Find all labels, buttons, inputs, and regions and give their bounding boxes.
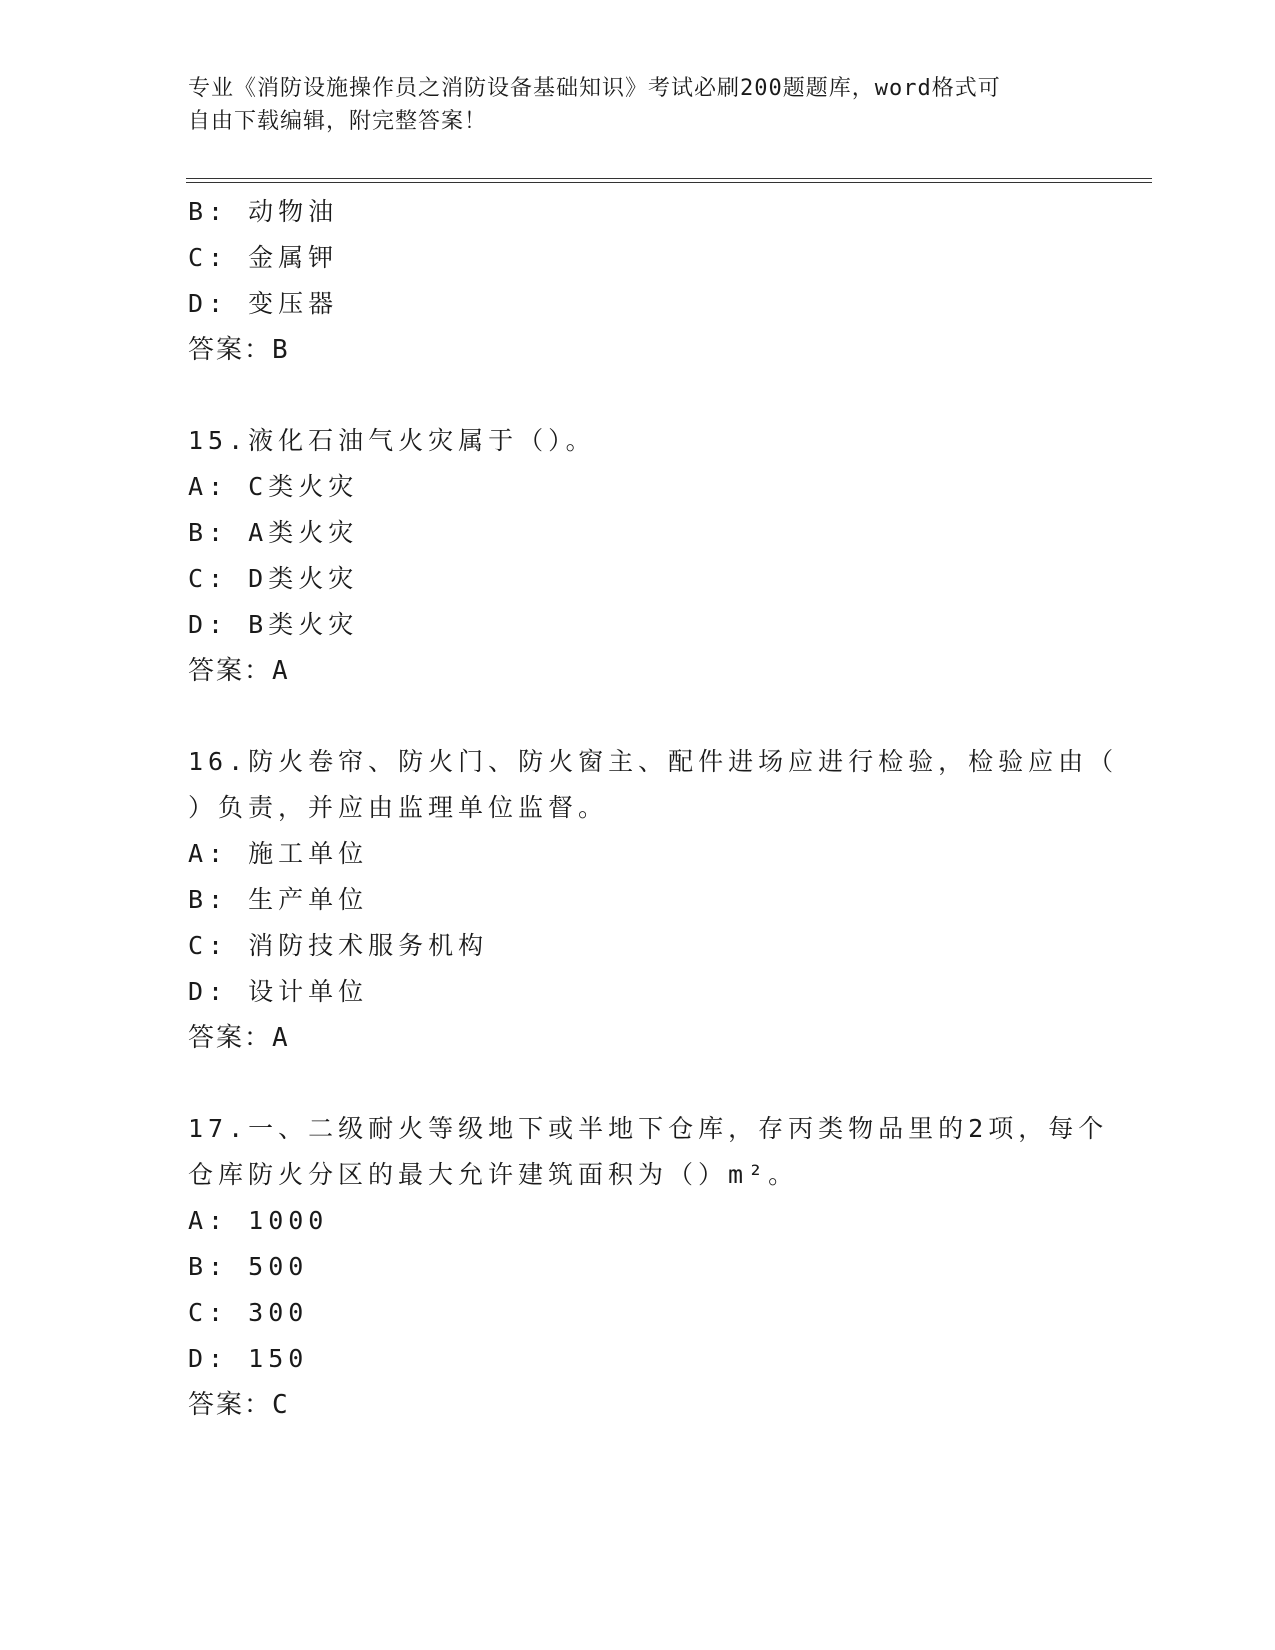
- answer: 答案：C: [188, 1390, 290, 1420]
- option-b: B: A类火灾: [188, 518, 359, 547]
- header-line-2: 自由下载编辑，附完整答案！: [188, 109, 488, 134]
- header-divider-bottom: [186, 182, 1152, 183]
- question-list: [188, 189, 1119, 1428]
- option-c: C: 消防技术服务机构: [188, 931, 489, 960]
- question-stem-line-1: 16.防火卷帘、防火门、防火窗主、配件进场应进行检验，检验应由（: [188, 747, 1119, 776]
- option-d: D: 150: [188, 1344, 309, 1373]
- option-d: D: B类火灾: [188, 610, 359, 639]
- answer: 答案：A: [188, 656, 290, 686]
- question-stem-line-2: ）负责，并应由监理单位监督。: [188, 793, 609, 822]
- spacer: [188, 1061, 1088, 1106]
- question-15: [188, 418, 1088, 694]
- option-a: A: 1000: [188, 1206, 329, 1235]
- spacer: [188, 694, 1088, 739]
- option-a: A: 施工单位: [188, 839, 369, 868]
- question-stem: 15.液化石油气火灾属于（）。: [188, 426, 596, 455]
- answer: 答案：A: [188, 1023, 290, 1053]
- question-16: [188, 739, 1119, 1061]
- option-c: C: 金属钾: [188, 243, 339, 272]
- option-a: A: C类火灾: [188, 472, 359, 501]
- question-stem-line-1: 17.一、二级耐火等级地下或半地下仓库，存丙类物品里的2项，每个: [188, 1114, 1109, 1143]
- option-c: C: 300: [188, 1298, 309, 1327]
- option-b: B: 生产单位: [188, 885, 369, 914]
- option-d: D: 设计单位: [188, 977, 369, 1006]
- option-b: B: 500: [188, 1252, 309, 1281]
- option-c: C: D类火灾: [188, 564, 359, 593]
- answer: 答案：B: [188, 335, 290, 365]
- header-line-1: 专业《消防设施操作员之消防设备基础知识》考试必刷200题题库，word格式可: [188, 76, 1001, 101]
- header-divider-top: [186, 178, 1152, 179]
- question-14-tail: [188, 189, 1088, 373]
- option-b: B: 动物油: [188, 197, 339, 226]
- spacer: [188, 373, 1088, 418]
- option-d: D: 变压器: [188, 289, 339, 318]
- document-header: [188, 72, 1068, 138]
- question-stem-line-2: 仓库防火分区的最大允许建筑面积为（）m²。: [188, 1160, 799, 1189]
- question-17: [188, 1106, 1109, 1428]
